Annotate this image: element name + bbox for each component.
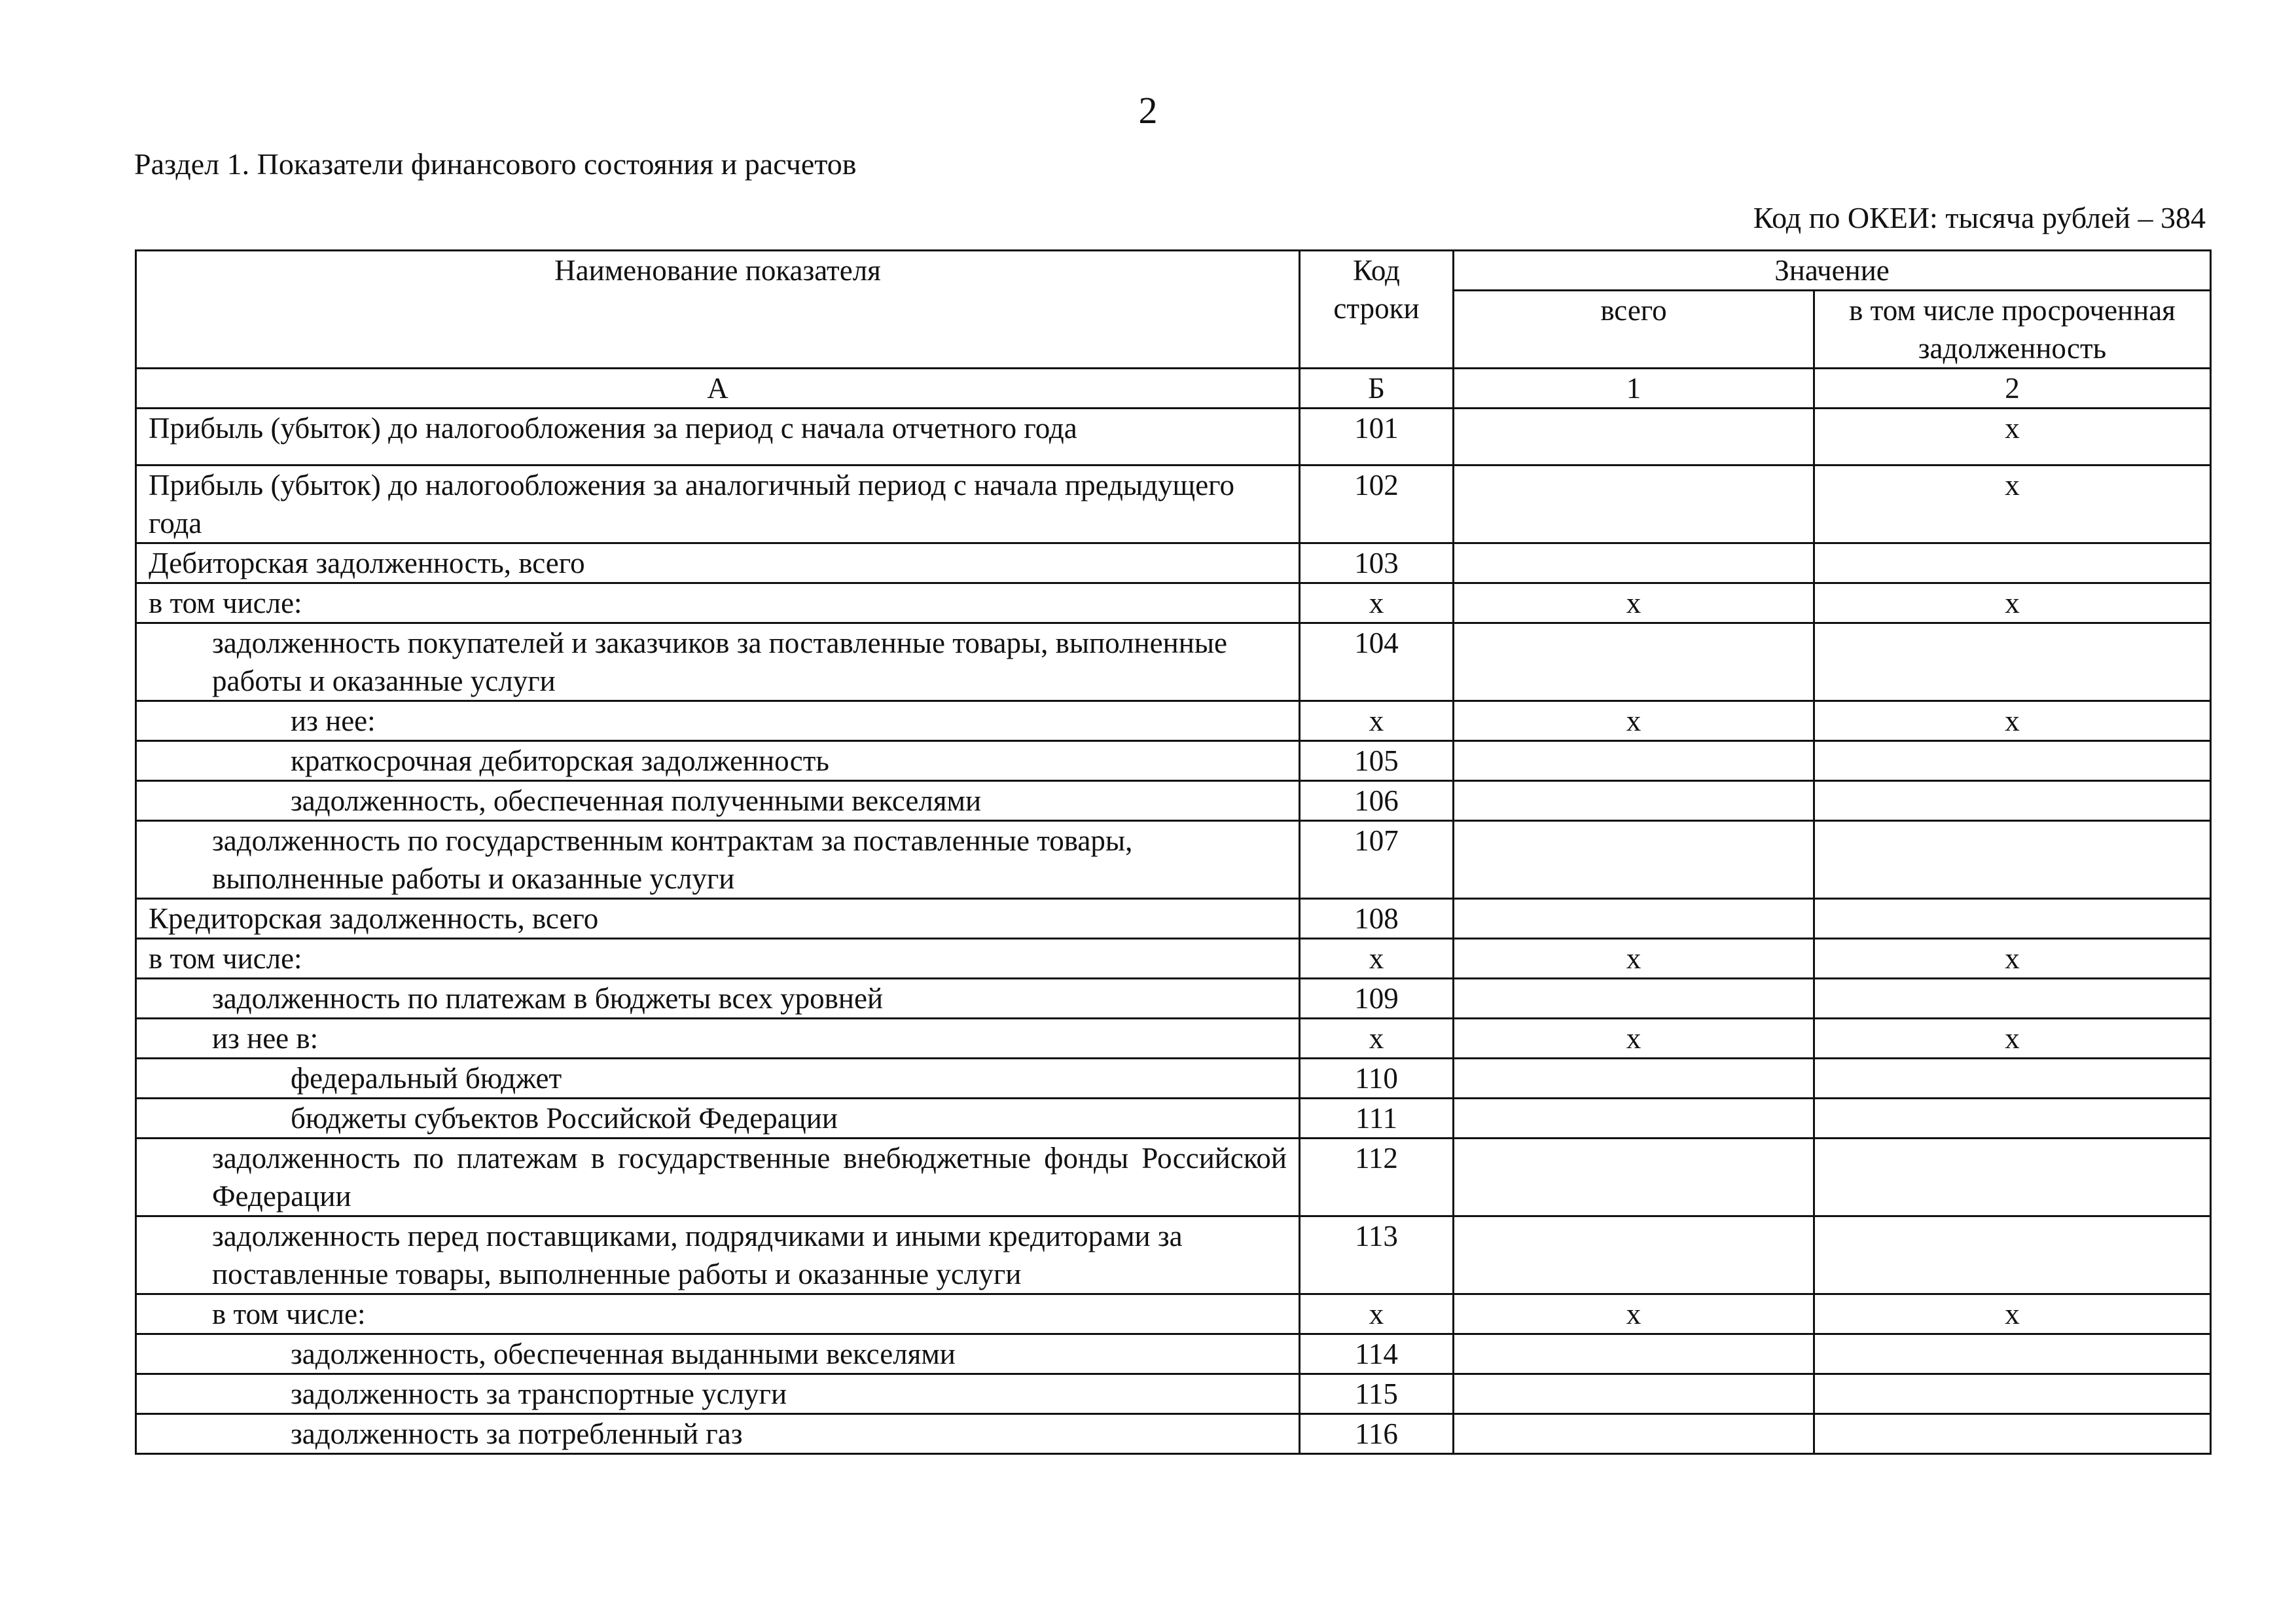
line-code-cell: 110 (1300, 1059, 1454, 1099)
value-overdue-cell (1814, 1139, 2211, 1216)
table-row (136, 465, 2211, 543)
section-title: Раздел 1. Показатели финансового состояния и расчетов (134, 147, 857, 181)
line-code-cell: 115 (1300, 1374, 1454, 1414)
value-overdue-cell (1814, 821, 2211, 899)
value-overdue-cell (1814, 1216, 2211, 1294)
line-code-cell: x (1300, 1294, 1454, 1334)
header-value-group: Значение (1454, 251, 2211, 291)
value-overdue-cell (1814, 1099, 2211, 1139)
table-row (136, 741, 2211, 781)
line-code-cell: x (1300, 701, 1454, 741)
table-row (136, 979, 2211, 1019)
value-overdue-cell: x (1814, 583, 2211, 623)
value-overdue-cell (1814, 543, 2211, 583)
line-code-cell: 114 (1300, 1334, 1454, 1374)
indicator-name-cell: краткосрочная дебиторская задолженность (136, 741, 1300, 781)
header-overdue: в том числе просроченная задолженность (1814, 291, 2211, 369)
financial-indicators-table (135, 249, 2212, 1455)
line-code-cell: 112 (1300, 1139, 1454, 1216)
line-code-cell: 106 (1300, 781, 1454, 821)
value-total-cell: x (1454, 1294, 1814, 1334)
value-overdue-cell: x (1814, 409, 2211, 465)
line-code-cell: x (1300, 939, 1454, 979)
indicator-name-cell: задолженность по платежам в бюджеты всех уровней (136, 979, 1300, 1019)
value-total-cell (1454, 1374, 1814, 1414)
line-code-cell: 108 (1300, 899, 1454, 939)
value-overdue-cell (1814, 899, 2211, 939)
table-row (136, 1374, 2211, 1414)
column-letter: А (136, 369, 1300, 409)
value-overdue-cell (1814, 781, 2211, 821)
value-total-cell (1454, 1216, 1814, 1294)
indicator-name-cell: в том числе: (136, 1294, 1300, 1334)
table-row (136, 543, 2211, 583)
table-row (136, 1059, 2211, 1099)
value-total-cell: x (1454, 939, 1814, 979)
value-overdue-cell: x (1814, 701, 2211, 741)
indicator-name-cell: задолженность по платежам в государственные внебюджетные фонды Российской Федерации (136, 1139, 1300, 1216)
table-row (136, 701, 2211, 741)
indicator-name-cell: Кредиторская задолженность, всего (136, 899, 1300, 939)
value-total-cell (1454, 409, 1814, 465)
header-indicator-name: Наименование показателя (136, 251, 1300, 369)
value-total-cell (1454, 1099, 1814, 1139)
line-code-cell: x (1300, 583, 1454, 623)
indicator-name-cell: в том числе: (136, 939, 1300, 979)
table-header-row (136, 251, 2211, 291)
value-overdue-cell: x (1814, 1019, 2211, 1059)
line-code-cell: 111 (1300, 1099, 1454, 1139)
indicator-name-cell: задолженность, обеспеченная полученными векселями (136, 781, 1300, 821)
value-total-cell (1454, 1059, 1814, 1099)
line-code-cell: 104 (1300, 623, 1454, 701)
value-total-cell (1454, 1139, 1814, 1216)
indicator-name-cell: бюджеты субъектов Российской Федерации (136, 1099, 1300, 1139)
okei-unit-note: Код по ОКЕИ: тысяча рублей – 384 (1753, 201, 2206, 234)
table-row (136, 821, 2211, 899)
value-overdue-cell (1814, 1374, 2211, 1414)
value-total-cell (1454, 741, 1814, 781)
indicator-name-cell: задолженность за потребленный газ (136, 1414, 1300, 1454)
value-total-cell (1454, 465, 1814, 543)
column-letter: 2 (1814, 369, 2211, 409)
value-total-cell (1454, 1414, 1814, 1454)
indicator-name-cell: задолженность покупателей и заказчиков за поставленные товары, выполненные работы и оказанные услуги (136, 623, 1300, 701)
indicator-name-cell: Дебиторская задолженность, всего (136, 543, 1300, 583)
indicator-name-cell: задолженность, обеспеченная выданными векселями (136, 1334, 1300, 1374)
column-letter: 1 (1454, 369, 1814, 409)
line-code-cell: x (1300, 1019, 1454, 1059)
column-letter: Б (1300, 369, 1454, 409)
table-row (136, 899, 2211, 939)
value-total-cell: x (1454, 583, 1814, 623)
value-overdue-cell (1814, 1414, 2211, 1454)
column-letters-row (136, 369, 2211, 409)
indicator-name-cell: федеральный бюджет (136, 1059, 1300, 1099)
value-total-cell (1454, 543, 1814, 583)
line-code-cell: 116 (1300, 1414, 1454, 1454)
value-overdue-cell (1814, 1334, 2211, 1374)
value-overdue-cell: x (1814, 1294, 2211, 1334)
indicator-name-cell: Прибыль (убыток) до налогообложения за аналогичный период с начала предыдущего года (136, 465, 1300, 543)
page-number: 2 (1138, 89, 1158, 132)
table-row (136, 1099, 2211, 1139)
line-code-cell: 103 (1300, 543, 1454, 583)
indicator-name-cell: задолженность за транспортные услуги (136, 1374, 1300, 1414)
value-overdue-cell (1814, 623, 2211, 701)
value-total-cell (1454, 623, 1814, 701)
line-code-cell: 107 (1300, 821, 1454, 899)
value-overdue-cell: x (1814, 465, 2211, 543)
value-total-cell (1454, 899, 1814, 939)
table-row (136, 409, 2211, 465)
value-overdue-cell (1814, 1059, 2211, 1099)
table-row (136, 623, 2211, 701)
line-code-cell: 102 (1300, 465, 1454, 543)
line-code-cell: 101 (1300, 409, 1454, 465)
line-code-cell: 105 (1300, 741, 1454, 781)
line-code-cell: 113 (1300, 1216, 1454, 1294)
line-code-cell: 109 (1300, 979, 1454, 1019)
value-total-cell (1454, 781, 1814, 821)
indicator-name-cell: из нее: (136, 701, 1300, 741)
table-row (136, 1334, 2211, 1374)
value-total-cell (1454, 1334, 1814, 1374)
header-line-code: Код строки (1300, 251, 1454, 369)
table-row (136, 1414, 2211, 1454)
value-total-cell: x (1454, 1019, 1814, 1059)
value-overdue-cell (1814, 741, 2211, 781)
indicator-name-cell: Прибыль (убыток) до налогообложения за период с начала отчетного года (136, 409, 1300, 465)
value-total-cell: x (1454, 701, 1814, 741)
table-row (136, 1139, 2211, 1216)
value-overdue-cell: x (1814, 939, 2211, 979)
value-total-cell (1454, 979, 1814, 1019)
indicator-name-cell: задолженность перед поставщиками, подрядчиками и иными кредиторами за поставленные товары, выполненные работы и оказанные услуги (136, 1216, 1300, 1294)
table-row (136, 781, 2211, 821)
indicator-name-cell: из нее в: (136, 1019, 1300, 1059)
table-row (136, 1019, 2211, 1059)
value-overdue-cell (1814, 979, 2211, 1019)
table-row (136, 583, 2211, 623)
indicator-name-cell: в том числе: (136, 583, 1300, 623)
value-total-cell (1454, 821, 1814, 899)
table-row (136, 1294, 2211, 1334)
table-row (136, 939, 2211, 979)
table-row (136, 1216, 2211, 1294)
indicator-name-cell: задолженность по государственным контрактам за поставленные товары, выполненные работы и оказанные услуги (136, 821, 1300, 899)
table-body (136, 409, 2211, 1454)
header-total: всего (1454, 291, 1814, 369)
